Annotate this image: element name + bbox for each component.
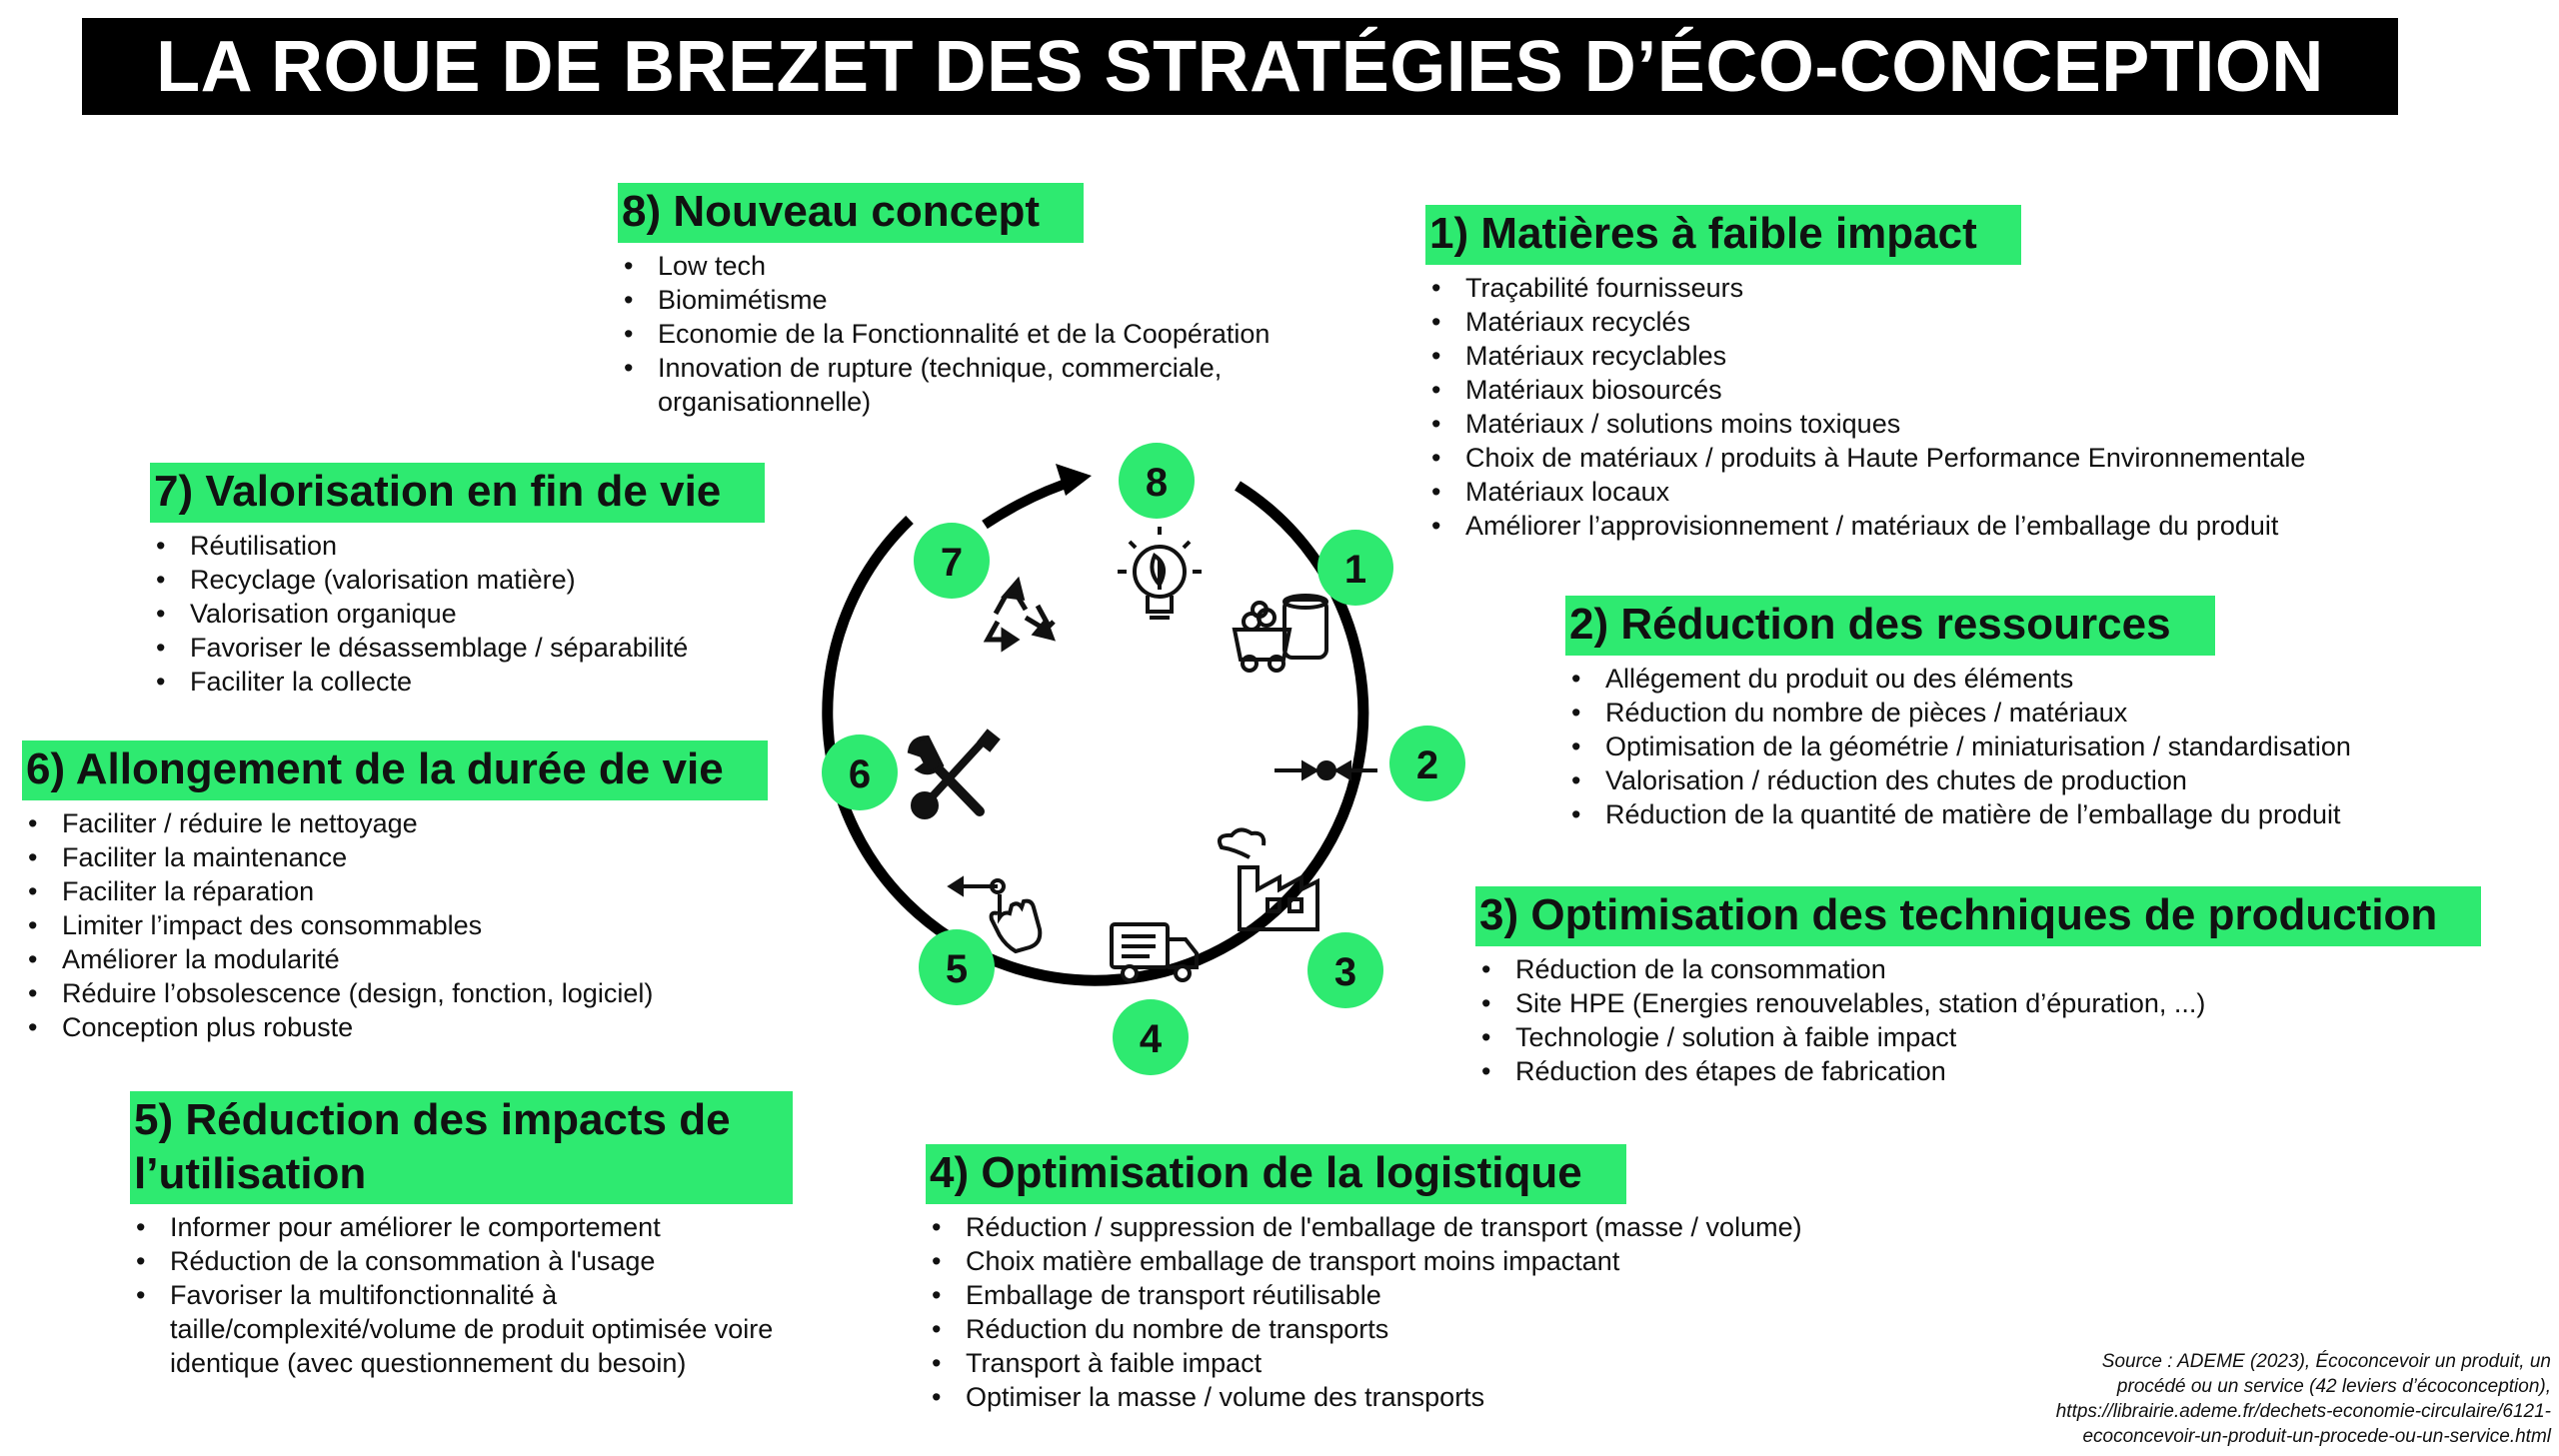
section-5-title-line1: 5) Réduction des impacts de xyxy=(134,1095,731,1144)
list-item: • Optimisation de la géométrie / miniaturisation / standardisation xyxy=(1565,729,2545,763)
list-item: • Faciliter la réparation xyxy=(22,874,782,908)
section-6-title: 6) Allongement de la durée de vie xyxy=(22,740,768,800)
wheel-node-3 xyxy=(1307,932,1383,1008)
list-item: • Réduction du nombre de pièces / matériaux xyxy=(1565,696,2545,729)
source-line: https://librairie.ademe.fr/dechets-economie-circulaire/6121- xyxy=(2055,1401,2551,1422)
list-item: • Choix matière emballage de transport moins impactant xyxy=(926,1244,1925,1278)
list-item: • Valorisation / réduction des chutes de production xyxy=(1565,763,2545,797)
section-5-title-line2: l’utilisation xyxy=(134,1148,367,1198)
wheel-node-2 xyxy=(1389,726,1465,801)
svg-text:2: 2 xyxy=(1415,743,1439,787)
list-item: • Réduction de la consommation xyxy=(1475,952,2475,986)
list-item: • Informer pour améliorer le comportement xyxy=(130,1210,830,1244)
svg-text:7: 7 xyxy=(940,541,964,585)
list-item: • Faciliter la maintenance xyxy=(22,840,782,874)
list-item: • Matériaux recyclables xyxy=(1425,339,2425,373)
list-item: • Réutilisation xyxy=(150,529,850,563)
list-item: • Technologie / solution à faible impact xyxy=(1475,1020,2475,1054)
list-item: • Emballage de transport réutilisable xyxy=(926,1278,1925,1312)
list-item: • Réduire l’obsolescence (design, fonction, logiciel) xyxy=(22,976,782,1010)
arrow-icon xyxy=(985,464,1092,525)
lightbulb-icon xyxy=(1118,527,1202,618)
page-title: LA ROUE DE BREZET DES STRATÉGIES D’ÉCO-CONCEPTION xyxy=(156,26,2324,107)
list-item: • Allégement du produit ou des éléments xyxy=(1565,662,2545,696)
svg-text:8: 8 xyxy=(1145,461,1169,505)
list-item: • Améliorer l’approvisionnement / matériaux de l’emballage du produit xyxy=(1425,509,2425,543)
list-item: • Low tech xyxy=(618,249,1337,283)
wheel-node-5 xyxy=(919,929,995,1005)
list-item: • Matériaux biosourcés xyxy=(1425,373,2425,407)
list-item: • Valorisation organique xyxy=(150,597,850,631)
list-item: • Optimiser la masse / volume des transports xyxy=(926,1380,1925,1414)
list-item: • Matériaux locaux xyxy=(1425,475,2425,509)
list-item: • Limiter l’impact des consommables xyxy=(22,908,782,942)
list-item: • Traçabilité fournisseurs xyxy=(1425,271,2425,305)
list-item: • Matériaux / solutions moins toxiques xyxy=(1425,407,2425,441)
list-item: • Faciliter la collecte xyxy=(150,665,850,699)
section-1-title: 1) Matières à faible impact xyxy=(1425,205,2021,265)
list-item: • Favoriser le désassemblage / séparabilité xyxy=(150,631,850,665)
list-item: • Recyclage (valorisation matière) xyxy=(150,563,850,597)
list-item: • Conception plus robuste xyxy=(22,1010,782,1044)
list-item: • Réduction du nombre de transports xyxy=(926,1312,1925,1346)
list-item: • Améliorer la modularité xyxy=(22,942,782,976)
wheel-ring xyxy=(828,486,1363,980)
list-item: • Réduction / suppression de l'emballage de transport (masse / volume) xyxy=(926,1210,1925,1244)
list-item: • Transport à faible impact xyxy=(926,1346,1925,1380)
list-item: • Choix de matériaux / produits à Haute Performance Environnementale xyxy=(1425,441,2425,475)
wheel-node-6 xyxy=(822,734,898,810)
section-8-title: 8) Nouveau concept xyxy=(618,183,1084,243)
tools-icon xyxy=(910,731,998,817)
svg-text:1: 1 xyxy=(1343,548,1367,592)
list-item: • Réduction de la consommation à l'usage xyxy=(130,1244,830,1278)
list-item: • Innovation de rupture (technique, commerciale, organisationnelle) xyxy=(618,351,1317,419)
wheel-node-8 xyxy=(1119,443,1195,519)
wheel-node-4 xyxy=(1113,999,1189,1075)
list-item: • Faciliter / réduire le nettoyage xyxy=(22,806,782,840)
source-line: Source : ADEME (2023), Écoconcevoir un produit, un xyxy=(2101,1351,2551,1372)
list-item: • Economie de la Fonctionnalité et de la Coopération xyxy=(618,317,1337,351)
list-item: • Favoriser la multifonctionnalité à taille/complexité/volume de produit optimisée voire identique (avec questionnement du besoin) xyxy=(130,1278,820,1380)
recycle-icon xyxy=(988,582,1054,648)
svg-text:5: 5 xyxy=(945,947,969,991)
svg-text:3: 3 xyxy=(1333,950,1357,994)
list-item: • Biomimétisme xyxy=(618,283,1337,317)
section-3-title: 3) Optimisation des techniques de production xyxy=(1475,886,2481,946)
wheel-node-7 xyxy=(914,523,990,599)
list-item: • Matériaux recyclés xyxy=(1425,305,2425,339)
mining-cart-icon xyxy=(1235,596,1326,671)
section-4-title: 4) Optimisation de la logistique xyxy=(926,1144,1626,1204)
source-citation xyxy=(1991,1349,2551,1449)
list-item: • Réduction de la quantité de matière de l’emballage du produit xyxy=(1565,797,2545,831)
svg-text:4: 4 xyxy=(1139,1017,1163,1061)
source-line: ecoconcevoir-un-produit-un-procede-ou-un-service.html xyxy=(2082,1426,2551,1447)
section-7-title: 7) Valorisation en fin de vie xyxy=(150,463,765,523)
list-item: • Réduction des étapes de fabrication xyxy=(1475,1054,2475,1088)
source-line: procédé ou un service (42 leviers d’écoconception), xyxy=(2116,1376,2551,1397)
section-2-title: 2) Réduction des ressources xyxy=(1565,596,2215,656)
wheel-node-1 xyxy=(1317,530,1393,606)
list-item: • Site HPE (Energies renouvelables, station d’épuration, ...) xyxy=(1475,986,2475,1020)
svg-text:6: 6 xyxy=(848,752,872,796)
